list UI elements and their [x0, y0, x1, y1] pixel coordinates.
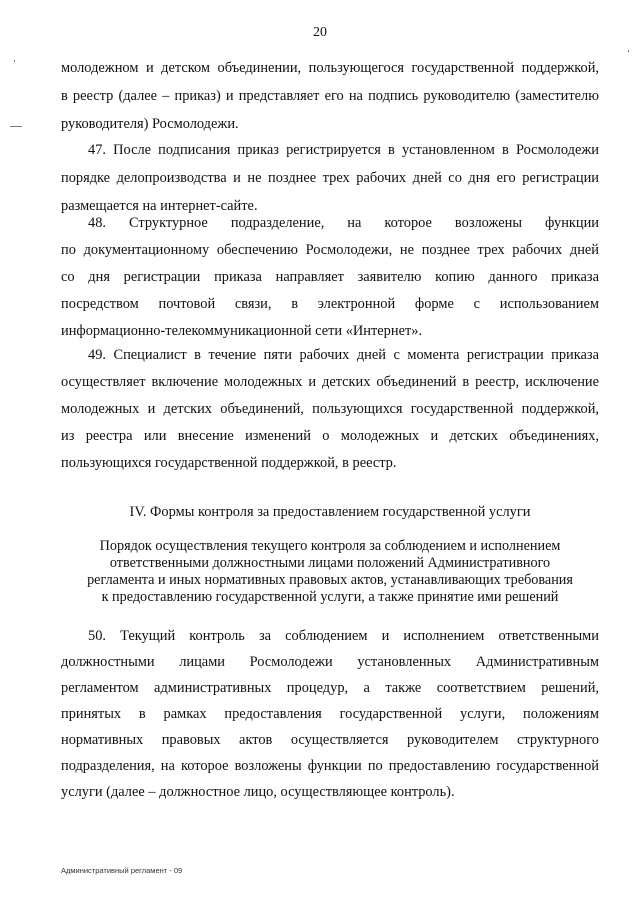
subsection-title-line: Порядок осуществления текущего контроля за соблюдением и исполнением	[99, 538, 561, 554]
scan-speck	[10, 126, 22, 127]
text-line: руководителя) Росмолодежи.	[61, 116, 239, 132]
text-line: по документационному обеспечению Росмолодежи, не позднее трех рабочих дней	[61, 242, 599, 258]
text-line: 48. Структурное подразделение, на которое возложены функции	[88, 215, 599, 231]
text-line: размещается на интернет-сайте.	[61, 198, 258, 214]
text-line: порядке делопроизводства и не позднее трех рабочих дней со дня его регистрации	[61, 170, 599, 186]
text-line: посредством почтовой связи, в электронной форме с использованием	[61, 296, 599, 312]
scan-speck	[14, 60, 15, 62]
footer-note: Административный регламент - 09	[61, 866, 183, 875]
text-line: информационно-телекоммуникационной сети «Интернет».	[61, 323, 423, 339]
text-line: регламентом административных процедур, а также соответствием решений,	[61, 680, 599, 696]
text-line: молодежном и детском объединении, пользующегося государственной поддержкой,	[61, 60, 599, 76]
text-line: из реестра или внесение изменений о молодежных и детских объединениях,	[61, 428, 599, 444]
text-line: в реестр (далее – приказ) и представляет его на подпись руководителю (заместителю	[61, 88, 599, 104]
text-line: 47. После подписания приказ регистрируется в установленном в Росмолодежи	[88, 142, 599, 158]
text-line: 50. Текущий контроль за соблюдением и исполнением ответственными	[88, 628, 599, 644]
subsection-title-line: регламента и иных нормативных правовых актов, устанавливающих требования	[87, 572, 573, 588]
text-line: принятых в рамках предоставления государственной услуги, положениям	[61, 706, 599, 722]
subsection-title-line: к предоставлению государственной услуги, а также принятие ими решений	[101, 589, 559, 605]
text-line: 49. Специалист в течение пяти рабочих дней с момента регистрации приказа	[88, 347, 599, 363]
text-line: пользующихся государственной поддержкой, в реестр.	[61, 455, 397, 471]
text-line: осуществляет включение молодежных и детских объединений в реестр, исключение	[61, 374, 599, 390]
text-line: нормативных правовых актов осуществляется руководителем структурного	[61, 732, 599, 748]
text-line: услуги (далее – должностное лицо, осуществляющее контроль).	[61, 784, 455, 800]
scan-speck	[628, 50, 629, 52]
text-line: должностными лицами Росмолодежи установленных Административным	[61, 654, 599, 670]
text-line: со дня регистрации приказа направляет заявителю копию данного приказа	[61, 269, 599, 285]
section-title: IV. Формы контроля за предоставлением государственной услуги	[129, 504, 531, 520]
page-number: 20	[313, 25, 327, 40]
subsection-title-line: ответственными должностными лицами положений Административного	[109, 555, 551, 571]
text-line: молодежных и детских объединений, пользующихся государственной поддержкой,	[61, 401, 599, 417]
text-line: подразделения, на которое возложены функции по предоставлению государственной	[61, 758, 599, 774]
